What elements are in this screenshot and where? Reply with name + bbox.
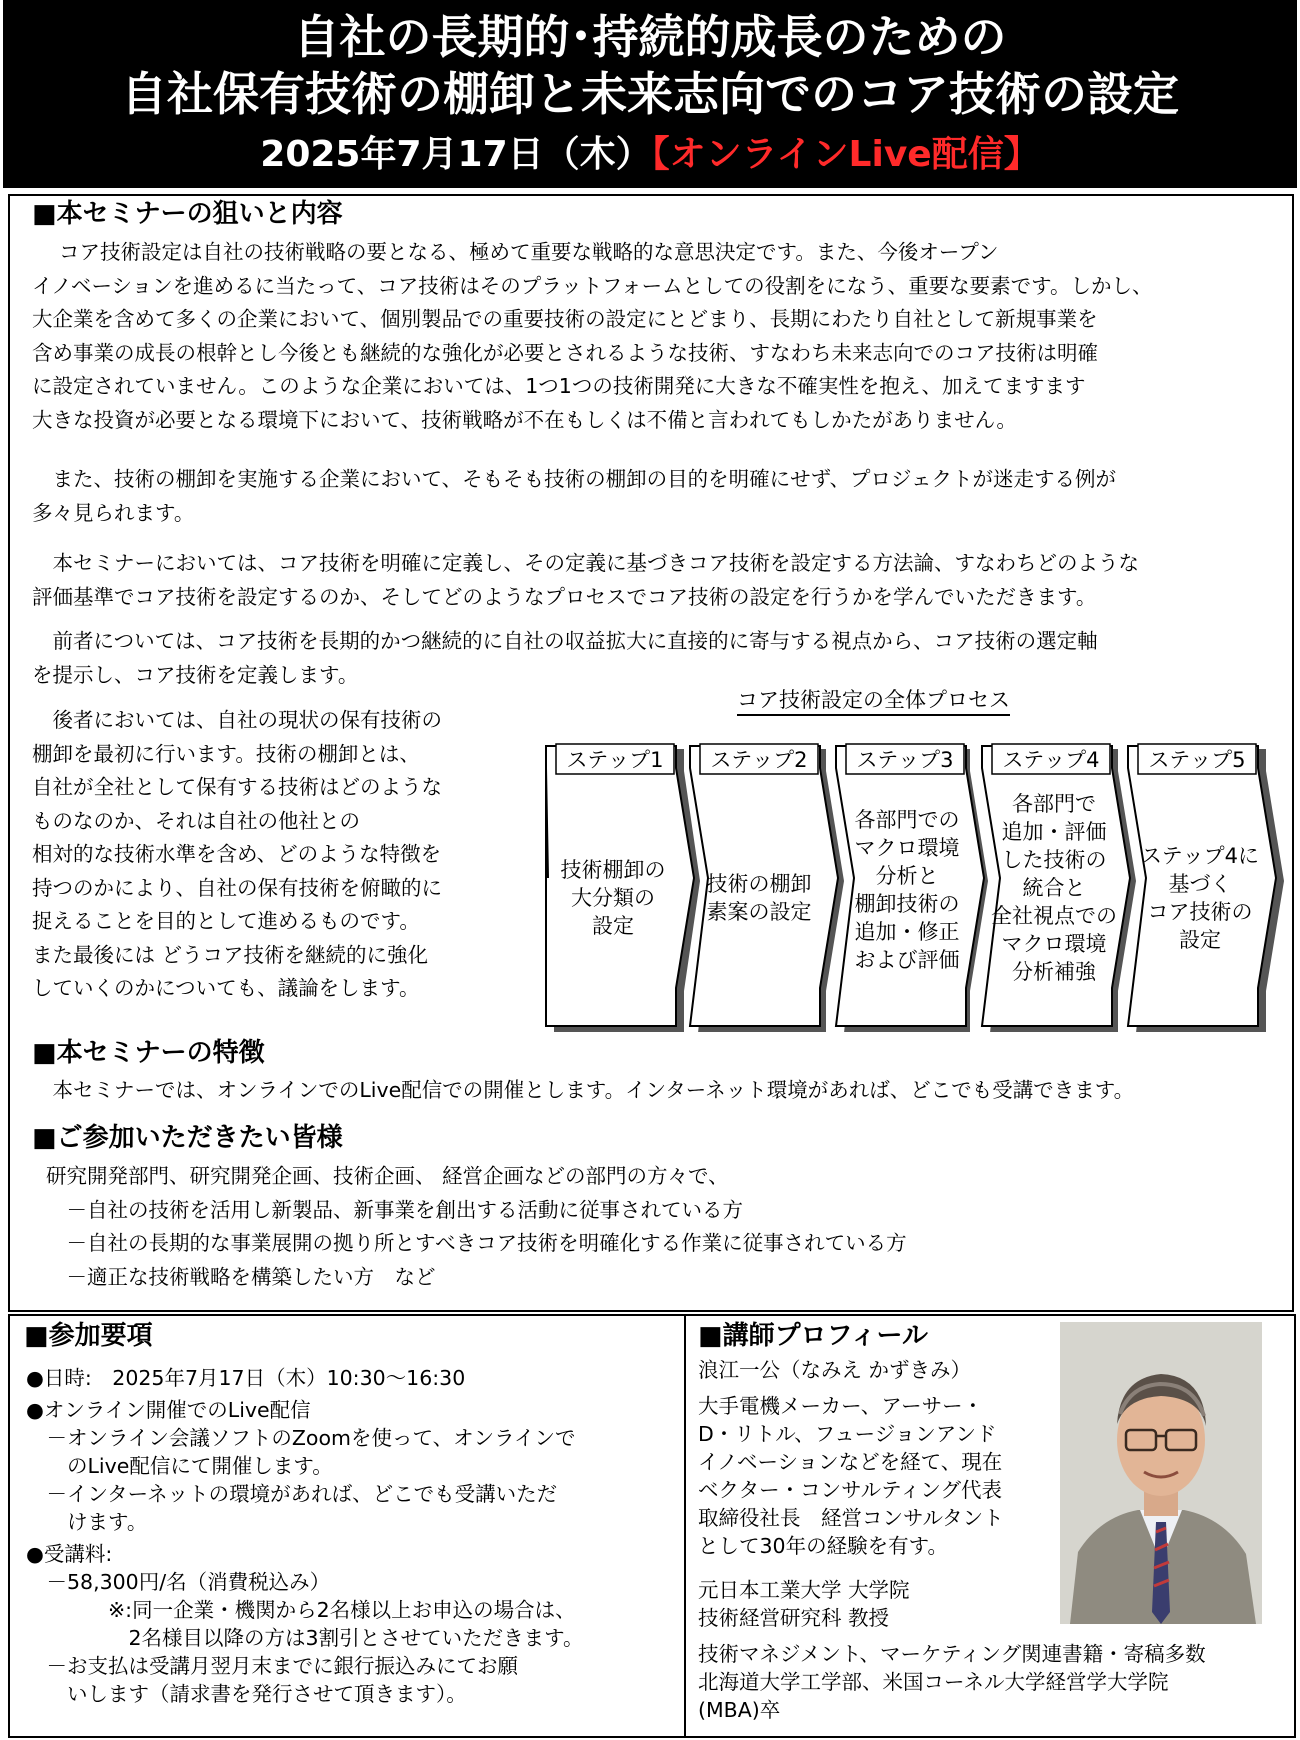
text-line: 研究開発部門、研究開発企画、技術企画、 経営企画などの部門の方々で、 (46, 1164, 729, 1188)
text-line: に設定されていません。このような企業においては、1つ1つの技術開発に大きな不確実性を抱え、加えてますます (32, 374, 1086, 398)
profile-bio-1 (698, 1392, 1004, 1560)
step-body-line: コア技術の (1147, 900, 1253, 924)
step-body-line: 全社視点での (991, 904, 1117, 928)
text-line: ※:同一企業・機関から2名様以上お申込の場合は、 (26, 1598, 576, 1622)
text-line: 含め事業の成長の根幹とし今後とも継続的な強化が必要とされるような技術、すなわち未来志向でのコア技術は明確 (32, 340, 1098, 365)
live-label: 【オンラインLive配信】 (651, 134, 1040, 175)
step-4-label: ステップ4 (1002, 748, 1100, 772)
text-line: として30年の経験を有す。 (698, 1534, 948, 1558)
step-2-body (692, 778, 826, 1018)
portrait-illustration (1060, 1322, 1262, 1624)
text-line: 元日本工業大学 大学院 (698, 1578, 910, 1602)
aim-paragraph-5 (32, 704, 442, 1006)
text-line: 北海道大学工学部、米国コーネル大学経営学大学院 (698, 1670, 1169, 1694)
step-body-line: 設定 (592, 914, 634, 938)
text-line: 2名様目以降の方は3割引とさせていただきます。 (26, 1626, 584, 1650)
text-line: を提示し、コア技術を定義します。 (32, 662, 359, 687)
profile-heading: ■講師プロフィール (698, 1321, 928, 1351)
text-line: 本セミナーにおいては、コア技術を明確に定義し、その定義に基づきコア技術を設定する方法論、すなわちどのような (32, 551, 1139, 575)
title-line-1: 自社の長期的･持続的成長のための (293, 10, 1007, 64)
requirements-list (26, 1364, 583, 1708)
text-line: 多々見られます。 (32, 500, 195, 525)
text-line: －自社の技術を活用し新製品、新事業を創出する活動に従事されている方 (46, 1197, 743, 1222)
text-line: 評価基準でコア技術を設定するのか、そしてどのようなプロセスでコア技術の設定を行うかを学んでいただきます。 (32, 584, 1097, 609)
step-3-label: ステップ3 (856, 748, 954, 772)
features-text (32, 1074, 1134, 1108)
text-line: ベクター・コンサルティング代表 (698, 1478, 1003, 1502)
audience-heading: ■ご参加いただきたい皆様 (32, 1123, 343, 1153)
text-line: 自社が全社として保有する技術はどのような (32, 775, 442, 799)
step-body-line: 各部門で (1012, 792, 1096, 816)
text-line: 棚卸を最初に行います。技術の棚卸とは、 (32, 741, 420, 766)
text-line: 取締役社長 経営コンサルタント (698, 1506, 1004, 1530)
text-line: 前者については、コア技術を長期的かつ継続的に自社の収益拡大に直接的に寄与する視点から、コア技術の選定軸 (32, 629, 1098, 653)
profile-bio-3 (698, 1640, 1206, 1724)
text-line: D・リトル、フュージョンアンド (698, 1422, 997, 1446)
text-line: －お支払は受講月翌月末までに銀行振込みにてお願 (26, 1654, 518, 1678)
text-line: 大手電機メーカー、アーサー・ (698, 1394, 984, 1418)
step-body-line: 素案の設定 (706, 900, 812, 924)
text-line: 大企業を含めて多くの企業において、個別製品での重要技術の設定にとどまり、長期にわたり自社として新規事業を (32, 307, 1098, 331)
text-line: 持つのかにより、自社の保有技術を俯瞰的に (32, 875, 442, 900)
step-body-line: 分析補強 (1012, 960, 1096, 984)
features-heading: ■本セミナーの特徴 (32, 1038, 265, 1068)
step-1-label: ステップ1 (566, 748, 664, 772)
text-line: また最後には どうコア技術を継続的に強化 (32, 942, 429, 967)
text-line: イノベーションを進めるに当たって、コア技術はそのプラットフォームとしての役割をになう、重要な要素です。しかし、 (32, 273, 1153, 298)
text-line: イノベーションなどを経て、現在 (698, 1450, 1003, 1474)
text-line: ●日時: 2025年7月17日（木）10:30～16:30 (26, 1366, 466, 1390)
text-line: けます。 (26, 1510, 148, 1534)
step-5-label: ステップ5 (1148, 748, 1246, 772)
text-line: ●受講料: (26, 1542, 113, 1566)
step-3-body (840, 778, 974, 1002)
text-line: コア技術設定は自社の技術戦略の要となる、極めて重要な戦略的な意思決定です。また、今後オープン (32, 240, 999, 264)
text-line: いします（請求書を発行させて頂きます）。 (26, 1682, 467, 1706)
text-line: 後者においては、自社の現状の保有技術の (32, 708, 442, 732)
text-line: ものなのか、それは自社の他社との (32, 808, 360, 833)
text-line: 技術マネジメント、マーケティング関連書籍・寄稿多数 (698, 1642, 1206, 1666)
step-body-line: マクロ環境 (854, 836, 960, 860)
step-body-line: 技術棚卸の (560, 858, 666, 882)
step-body-line: 大分類の (571, 886, 655, 910)
step-body-line: 追加・修正 (854, 920, 960, 944)
aim-paragraph-3 (32, 547, 1139, 614)
text-line: －58,300円/名（消費税込み） (26, 1570, 331, 1594)
step-body-line: 基づく (1168, 872, 1232, 896)
aim-paragraph-2 (32, 463, 1116, 530)
aim-paragraph-4 (32, 625, 1098, 692)
header-banner (3, 0, 1297, 188)
text-line: していくのかについても、議論をします。 (32, 976, 420, 1000)
step-body-line: 追加・評価 (1001, 820, 1107, 844)
audience-list (46, 1160, 907, 1294)
step-body-line: 技術の棚卸 (706, 872, 812, 896)
text-line: －適正な技術戦略を構築したい方 など (46, 1264, 436, 1289)
step-4-body (984, 776, 1124, 1000)
step-2-label: ステップ2 (710, 748, 808, 772)
step-body-line: した技術の (1001, 848, 1107, 872)
date-line (3, 130, 1297, 180)
text-line: のLive配信にて開催します。 (26, 1454, 333, 1478)
text-line: 捉えることを目的として進めるものです。 (32, 909, 420, 933)
text-line: 技術経営研究科 教授 (698, 1606, 890, 1630)
text-line: －自社の長期的な事業展開の拠り所とすべきコア技術を明確化する作業に従事されている方 (46, 1231, 907, 1255)
step-body-line: マクロ環境 (1001, 932, 1107, 956)
profile-bio-2 (698, 1576, 910, 1632)
text-line: ●オンライン開催でのLive配信 (26, 1398, 311, 1422)
instructor-photo (1060, 1322, 1262, 1624)
step-body-line: 統合と (1022, 876, 1086, 900)
text-line: (MBA)卒 (698, 1698, 781, 1722)
step-body-line: ステップ4に (1141, 844, 1259, 868)
text-line: 相対的な技術水準を含め、どのような特徴を (32, 842, 442, 866)
text-line: －オンライン会議ソフトのZoomを使って、オンラインで (26, 1426, 576, 1450)
aim-heading: ■本セミナーの狙いと内容 (32, 199, 343, 229)
step-5-body (1132, 778, 1268, 1018)
requirements-heading: ■参加要項 (24, 1321, 153, 1351)
text-line: －インターネットの環境があれば、どこでも受講いただ (26, 1482, 558, 1506)
step-1-body (548, 778, 678, 1018)
process-title: コア技術設定の全体プロセス (737, 686, 1010, 716)
step-body-line: および評価 (854, 948, 960, 972)
text-line: 大きな投資が必要となる環境下において、技術戦略が不在もしくは不備と言われてもしかたがありません。 (32, 407, 1017, 432)
title-line-2: 自社保有技術の棚卸と未来志向でのコア技術の設定 (121, 67, 1179, 121)
step-body-line: 設定 (1179, 928, 1221, 952)
text-line: 本セミナーでは、オンラインでのLive配信での開催とします。インターネット環境があれば、どこでも受講できます。 (32, 1078, 1135, 1102)
step-body-line: 各部門での (854, 808, 960, 832)
aim-paragraph-1 (32, 236, 1153, 437)
text-line: また、技術の棚卸を実施する企業において、そもそも技術の棚卸の目的を明確にせず、プロジェクトが迷走する例が (32, 467, 1117, 491)
step-body-line: 分析と (875, 864, 939, 888)
step-body-line: 棚卸技術の (854, 892, 960, 916)
seminar-date: 2025年7月17日（木） (260, 134, 652, 175)
instructor-name: 浪江一公（なみえ かずきみ） (698, 1358, 972, 1382)
